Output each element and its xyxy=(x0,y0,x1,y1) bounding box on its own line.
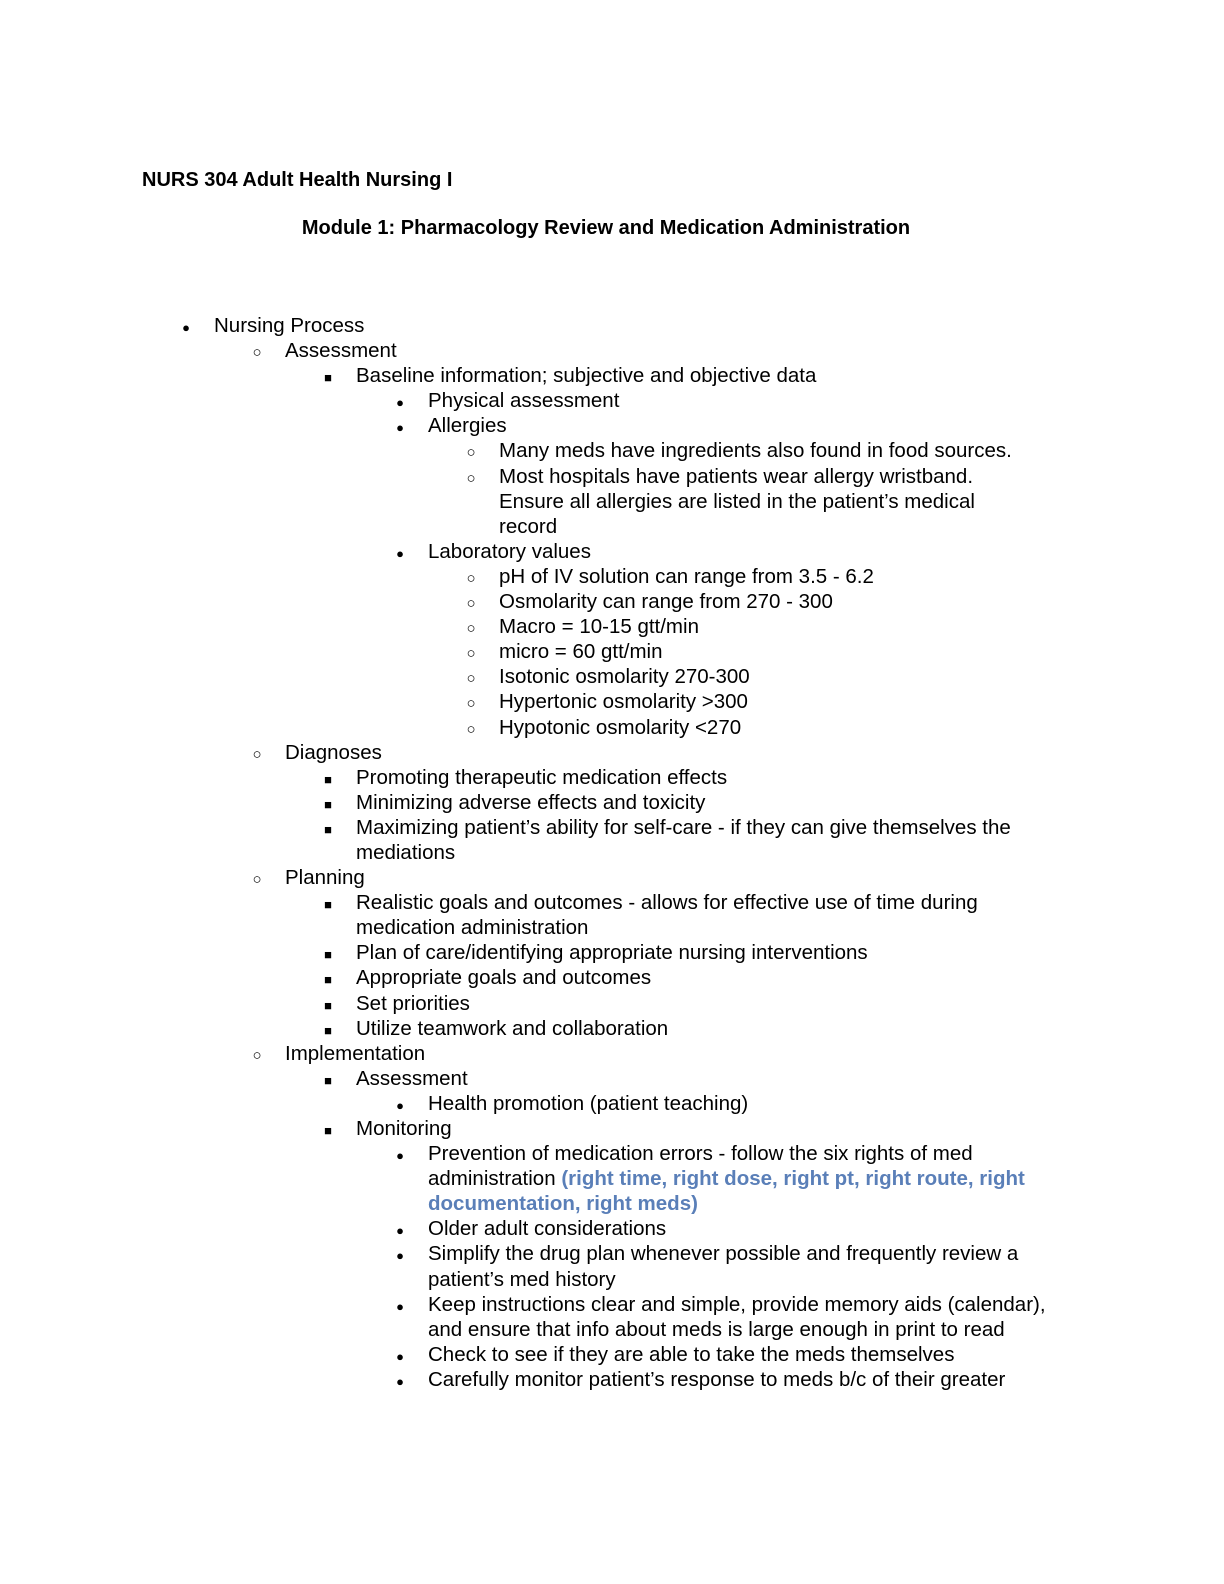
outline-item-label: Nursing Process xyxy=(214,314,365,337)
outline-item xyxy=(0,1141,1224,1216)
outline-item-label: Hypotonic osmolarity <270 xyxy=(499,715,742,739)
outline-item-text xyxy=(499,589,1019,614)
outline-item-label: Appropriate goals and outcomes xyxy=(356,966,652,990)
disc-bullet-icon xyxy=(388,1241,412,1268)
outline-item-label: Implementation xyxy=(285,1041,426,1065)
square-bullet-icon xyxy=(316,765,340,792)
outline-item-text xyxy=(356,765,1076,790)
outline-item-text xyxy=(428,1216,1068,1241)
outline-item-label: Prevention of medication errors - follow the six rights of med administration xyxy=(428,1142,973,1191)
outline-item-text xyxy=(428,539,1068,564)
outline-item-label: Utilize teamwork and collaboration xyxy=(356,1016,669,1040)
disc-bullet-icon xyxy=(388,413,412,440)
outline-item-text xyxy=(499,664,1019,689)
outline-item-text xyxy=(499,438,1019,463)
outline-item-text xyxy=(428,1367,1068,1392)
outline-item xyxy=(0,1241,1224,1291)
course-title: NURS 304 Adult Health Nursing I xyxy=(142,169,453,191)
outline-item xyxy=(0,388,1224,413)
outline-item-text xyxy=(356,991,1076,1016)
square-bullet-icon xyxy=(316,1016,340,1043)
outline-item xyxy=(0,890,1224,940)
outline-item-label: micro = 60 gtt/min xyxy=(499,640,663,664)
outline-item-label: Check to see if they are able to take the meds themselves xyxy=(428,1342,955,1366)
outline-item xyxy=(0,865,1224,890)
square-bullet-icon xyxy=(316,815,340,842)
outline-item-label: Keep instructions clear and simple, provide memory aids (calendar), and ensure that info about meds is large enough in print to read xyxy=(428,1292,1046,1341)
outline-item xyxy=(0,1367,1224,1392)
outline-item-label: Plan of care/identifying appropriate nursing interventions xyxy=(356,941,868,965)
outline-item-label: Older adult considerations xyxy=(428,1217,667,1241)
outline-item-text xyxy=(356,890,1076,940)
outline-item-text xyxy=(428,1141,1068,1216)
outline-item-label: Hypertonic osmolarity >300 xyxy=(499,690,748,714)
outline-item-label: Promoting therapeutic medication effects xyxy=(356,765,728,789)
outline-item-label: Isotonic osmolarity 270-300 xyxy=(499,665,750,689)
outline-item xyxy=(0,940,1224,965)
outline-item-text xyxy=(499,614,1019,639)
square-bullet-icon xyxy=(316,965,340,992)
outline-item xyxy=(0,338,1224,363)
outline-item-label: Planning xyxy=(285,866,365,890)
outline-item-text xyxy=(356,965,1076,990)
outline-item-text xyxy=(356,1116,1076,1141)
outline-item-label: Laboratory values xyxy=(428,539,591,563)
circle-bullet-icon xyxy=(459,438,483,465)
outline-item xyxy=(0,539,1224,564)
square-bullet-icon xyxy=(316,1116,340,1143)
outline-item-text xyxy=(499,464,1019,539)
outline-item-label: Minimizing adverse effects and toxicity xyxy=(356,790,706,814)
circle-bullet-icon xyxy=(459,639,483,666)
notes-outline xyxy=(0,313,1224,1392)
outline-item-text xyxy=(428,413,1068,438)
outline-item xyxy=(0,1216,1224,1241)
square-bullet-icon xyxy=(316,890,340,917)
outline-item xyxy=(0,438,1224,463)
outline-item xyxy=(0,1041,1224,1066)
outline-item-text xyxy=(356,790,1076,815)
outline-item-label: Simplify the drug plan whenever possible and frequently review a patient’s med history xyxy=(428,1242,1019,1291)
outline-item-label: Baseline information; subjective and objective data xyxy=(356,364,817,388)
outline-item-text xyxy=(499,564,1019,589)
outline-item-text xyxy=(499,639,1019,664)
outline-item-text xyxy=(356,1066,1076,1091)
outline-item-label: Maximizing patient’s ability for self-care - if they can give themselves the mediations xyxy=(356,815,1011,864)
circle-bullet-icon xyxy=(459,464,483,491)
circle-bullet-icon xyxy=(459,664,483,691)
circle-bullet-icon xyxy=(245,338,269,365)
outline-item-text xyxy=(428,1292,1068,1342)
outline-item xyxy=(0,1066,1224,1091)
outline-item-text xyxy=(285,1041,1075,1066)
outline-item xyxy=(0,664,1224,689)
outline-item-label: Osmolarity can range from 270 - 300 xyxy=(499,590,833,614)
outline-item-label: Health promotion (patient teaching) xyxy=(428,1091,749,1115)
outline-item xyxy=(0,413,1224,438)
outline-item xyxy=(0,815,1224,865)
outline-item-text xyxy=(285,740,1075,765)
outline-item xyxy=(0,363,1224,388)
disc-bullet-icon xyxy=(388,1342,412,1369)
outline-item xyxy=(0,1342,1224,1367)
square-bullet-icon xyxy=(316,940,340,967)
outline-item-label: Set priorities xyxy=(356,991,470,1015)
outline-item xyxy=(0,313,1224,338)
outline-item xyxy=(0,689,1224,714)
circle-bullet-icon xyxy=(459,715,483,742)
highlighted-note: (right time, right dose, right pt, right route, right documentation, right meds) xyxy=(428,1167,1025,1216)
disc-bullet-icon xyxy=(388,1141,412,1168)
square-bullet-icon xyxy=(316,991,340,1018)
outline-item xyxy=(0,1116,1224,1141)
outline-item-label: Assessment xyxy=(285,339,397,363)
disc-bullet-icon xyxy=(388,388,412,415)
outline-item-text xyxy=(428,1241,1068,1291)
square-bullet-icon xyxy=(316,790,340,817)
outline-item xyxy=(0,464,1224,539)
outline-item-text xyxy=(428,388,1068,413)
square-bullet-icon xyxy=(316,1066,340,1093)
outline-item-label: Carefully monitor patient’s response to meds b/c of their greater xyxy=(428,1367,1006,1391)
outline-item-label: pH of IV solution can range from 3.5 - 6.2 xyxy=(499,564,874,588)
outline-item xyxy=(0,965,1224,990)
outline-item xyxy=(0,765,1224,790)
outline-item xyxy=(0,1091,1224,1116)
outline-item-label: Most hospitals have patients wear allergy wristband. Ensure all allergies are listed in the patient’s medical record xyxy=(499,464,975,538)
outline-item-label: Many meds have ingredients also found in food sources. xyxy=(499,439,1012,463)
outline-item-text xyxy=(356,363,1076,388)
circle-bullet-icon xyxy=(245,1041,269,1068)
outline-item-label: Assessment xyxy=(356,1066,468,1090)
outline-item xyxy=(0,991,1224,1016)
outline-item xyxy=(0,740,1224,765)
outline-item-label: Diagnoses xyxy=(285,740,382,764)
outline-item-text xyxy=(285,338,1075,363)
outline-item-text xyxy=(499,715,1019,740)
outline-item-label: Allergies xyxy=(428,414,507,438)
outline-item-text xyxy=(356,1016,1076,1041)
outline-item-text xyxy=(428,1342,1068,1367)
circle-bullet-icon xyxy=(459,614,483,641)
disc-bullet-icon xyxy=(388,1091,412,1118)
outline-item-text xyxy=(214,313,1074,338)
circle-bullet-icon xyxy=(245,865,269,892)
outline-item xyxy=(0,589,1224,614)
outline-item xyxy=(0,715,1224,740)
module-title: Module 1: Pharmacology Review and Medication Administration xyxy=(301,217,911,239)
outline-item-text xyxy=(428,1091,1068,1116)
disc-bullet-icon xyxy=(174,313,198,340)
circle-bullet-icon xyxy=(459,689,483,716)
outline-item-label: Realistic goals and outcomes - allows for effective use of time during medication administration xyxy=(356,891,978,940)
outline-item-text xyxy=(356,815,1076,865)
disc-bullet-icon xyxy=(388,1292,412,1319)
outline-item-label: Monitoring xyxy=(356,1117,452,1140)
outline-item xyxy=(0,790,1224,815)
outline-item xyxy=(0,614,1224,639)
square-bullet-icon xyxy=(316,363,340,390)
outline-item-label: Physical assessment xyxy=(428,389,620,413)
circle-bullet-icon xyxy=(459,564,483,591)
outline-item-label: Macro = 10-15 gtt/min xyxy=(499,615,699,639)
outline-item xyxy=(0,639,1224,664)
outline-item-text xyxy=(499,689,1019,714)
outline-item-text xyxy=(356,940,1076,965)
outline-item xyxy=(0,564,1224,589)
outline-item xyxy=(0,1016,1224,1041)
circle-bullet-icon xyxy=(459,589,483,616)
disc-bullet-icon xyxy=(388,1367,412,1394)
disc-bullet-icon xyxy=(388,1216,412,1243)
circle-bullet-icon xyxy=(245,740,269,767)
outline-item-text xyxy=(285,865,1075,890)
disc-bullet-icon xyxy=(388,539,412,566)
outline-item xyxy=(0,1292,1224,1342)
